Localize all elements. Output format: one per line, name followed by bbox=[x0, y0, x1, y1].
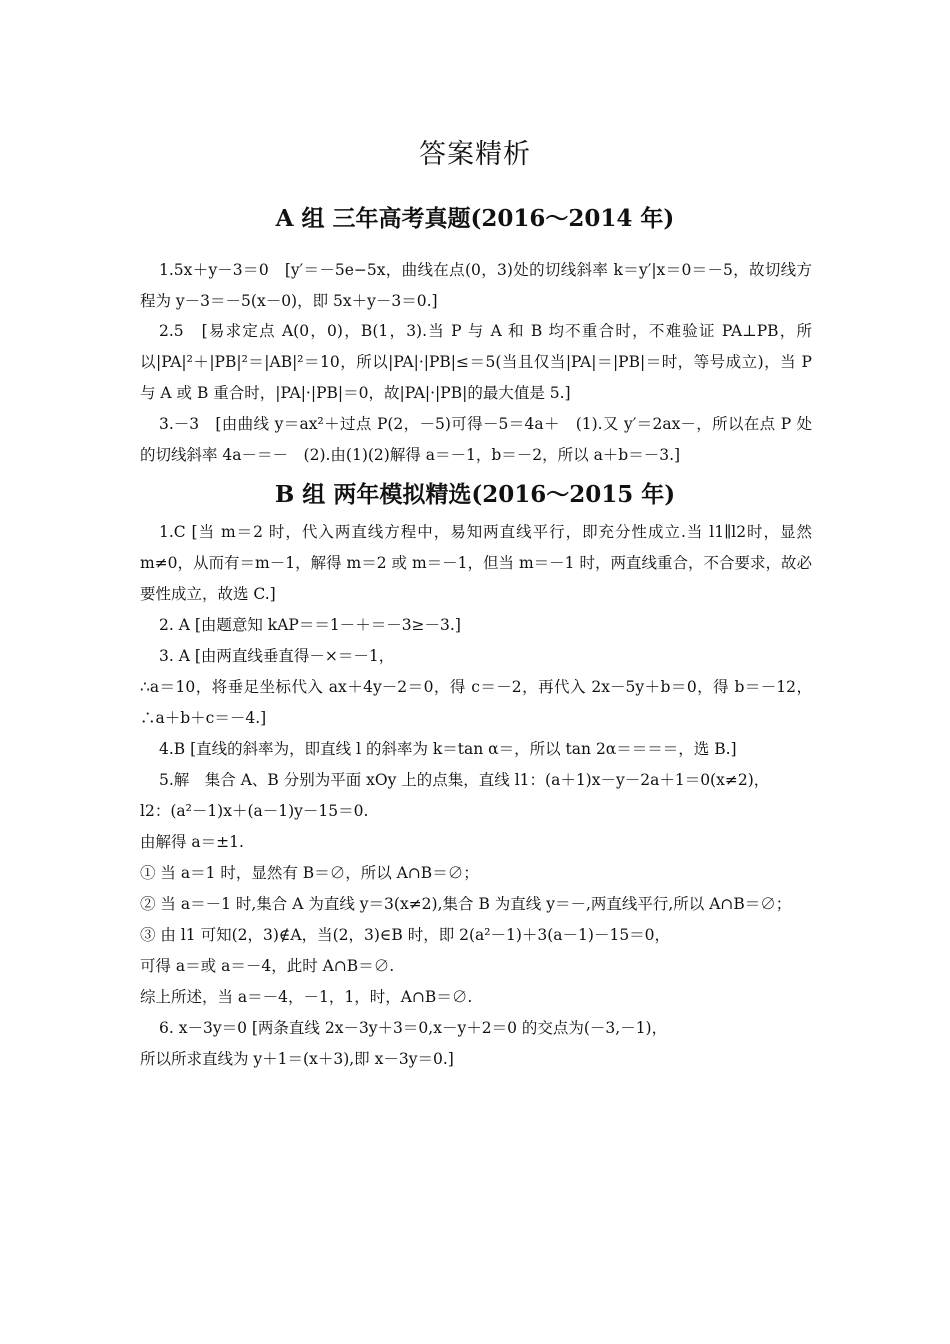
answer-b5-summary: 综上所述，当 a＝－4，－1，1，时，A∩B＝∅. bbox=[140, 988, 473, 1006]
answer-b6-line2: 所以所求直线为 y＋1＝(x＋3),即 x－3y＝0.] bbox=[140, 1050, 454, 1068]
page-title: 答案精析 bbox=[419, 139, 531, 170]
answer-b5-case3: ③ 由 l1 可知(2，3)∉A，当(2，3)∈B 时，即 2(a²－1)＋3(a－1)－15＝0， bbox=[140, 926, 671, 944]
answer-a1: 1.5x＋y－3＝0 [y′＝－5e−5x，曲线在点(0，3)处的切线斜率 k＝y′|x＝0＝－5，故切线方程为 y－3＝－5(x－0)，即 5x＋y－3＝0.] bbox=[140, 261, 812, 310]
section-a-heading: A 组 三年高考真题(2016～2014 年) bbox=[275, 205, 675, 232]
answer-a2: 2.5 [易求定点 A(0，0)，B(1，3).当 P 与 A 和 B 均不重合时，不难验证 PA⊥PB，所以|PA|²＋|PB|²＝|AB|²＝10，所以|PA|·|PB|≤＝5(当且仅当|PA|＝|PB|＝时，等号成立)，当 P 与 A 或 B 重合时，|PA|·|PB|＝0，故|PA|·|PB|的最大值是 5.] bbox=[140, 322, 812, 402]
answer-b1: 1.C [当 m＝2 时，代入两直线方程中，易知两直线平行，即充分性成立.当 l1∥l2时，显然 m≠0，从而有＝m－1，解得 m＝2 或 m＝－1，但当 m＝－1 时，两直线重合，不合要求，故必要性成立，故选 C.] bbox=[140, 523, 812, 603]
answer-b5-line1: 5.解 集合 A、B 分别为平面 xOy 上的点集，直线 l1：(a＋1)x－y－2a＋1＝0(x≠2)， bbox=[159, 771, 770, 789]
answer-b5-case1: ① 当 a＝1 时，显然有 B＝∅，所以 A∩B＝∅； bbox=[140, 864, 479, 882]
answer-b5-line7: 可得 a＝或 a＝－4，此时 A∩B＝∅. bbox=[140, 957, 395, 975]
answer-b5-line3: 由解得 a＝±1. bbox=[140, 833, 244, 851]
answer-a3: 3.－3 [由曲线 y＝ax²＋过点 P(2，－5)可得－5＝4a＋ (1).又 y′＝2ax－，所以在点 P 处的切线斜率 4a－＝－ (2).由(1)(2)解得 a＝－1，b＝－2，所以 a＋b＝－3.] bbox=[140, 415, 812, 464]
answer-b6-line1: 6. x－3y＝0 [两条直线 2x－3y＋3＝0,x－y＋2＝0 的交点为(－3,－1)， bbox=[159, 1019, 668, 1037]
answer-b5-line2: l2：(a²－1)x＋(a－1)y－15＝0. bbox=[140, 802, 369, 820]
section-b-answers bbox=[140, 517, 812, 1075]
section-b-heading: B 组 两年模拟精选(2016～2015 年) bbox=[274, 481, 676, 508]
answer-b3-line2: ∴a＝10，将垂足坐标代入 ax＋4y－2＝0，得 c＝－2，再代入 2x－5y＋b＝0，得 b＝－12，∴a＋b＋c＝－4.] bbox=[140, 678, 812, 727]
answer-b2: 2. A [由题意知 kAP＝＝1－＋＝－3≥－3.] bbox=[159, 616, 461, 634]
answer-b3-line1: 3. A [由两直线垂直得－×＝－1， bbox=[159, 647, 395, 665]
answer-b4: 4.B [直线的斜率为，即直线 l 的斜率为 k＝tan α＝，所以 tan 2α＝＝＝＝，选 B.] bbox=[159, 740, 737, 758]
answer-b5-case2: ② 当 a＝－1 时,集合 A 为直线 y＝3(x≠2),集合 B 为直线 y＝－,两直线平行,所以 A∩B＝∅； bbox=[140, 895, 792, 913]
